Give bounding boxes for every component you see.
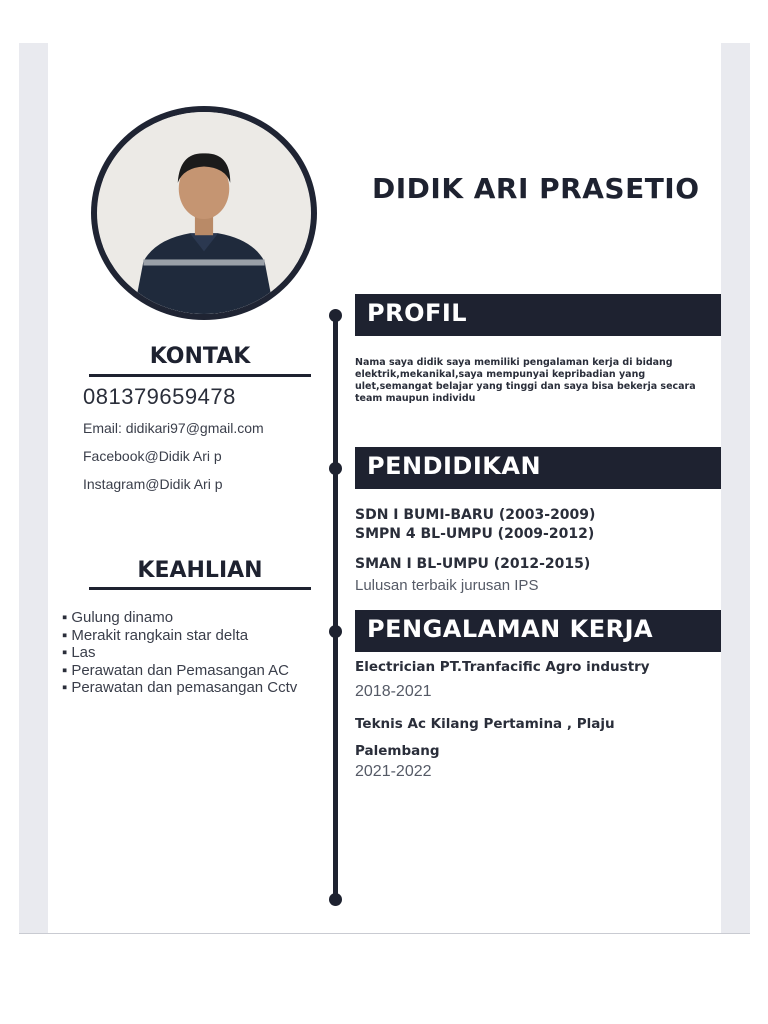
job-1-years: 2018-2021 [355,683,432,700]
kontak-heading: KONTAK [149,344,251,369]
profil-text: Nama saya didik saya memiliki pengalaman kerja di bidang elektrik,mekanikal,saya mempunyai kepribadian yang ulet,semangat belajar yang tinggi dan saya bisa bekerja secara team maupun individu [355,357,696,404]
timeline-dot [329,893,342,906]
keahlian-divider [89,587,311,590]
pendidikan-heading: PENDIDIKAN [367,452,542,480]
edu-sma: SMAN I BL-UMPU (2012-2015) [355,556,591,572]
list-item: ▪ Merakit rangkain star delta [62,627,297,645]
pengalaman-heading: PENGALAMAN KERJA [367,615,654,643]
profile-photo [91,106,317,320]
list-item: ▪ Gulung dinamo [62,609,297,627]
profil-header [355,294,721,336]
job-2-title: Teknis Ac Kilang Pertamina , Plaju [355,716,615,732]
list-item: ▪ Las [62,644,297,662]
job-2-location: Palembang [355,743,440,759]
edu-smp: SMPN 4 BL-UMPU (2009-2012) [355,526,595,542]
edu-sd: SDN I BUMI-BARU (2003-2009) [355,507,596,523]
instagram: Instagram@Didik Ari p [83,476,223,492]
pengalaman-header [355,610,721,652]
keahlian-heading: KEAHLIAN [137,558,263,583]
skills-list [62,609,297,697]
pendidikan-header [355,447,721,489]
email: Email: didikari97@gmail.com [83,420,264,436]
person-photo-icon [97,112,311,314]
edu-note: Lulusan terbaik jurusan IPS [355,577,539,594]
timeline-line [333,314,338,900]
job-2-years: 2021-2022 [355,763,432,780]
facebook: Facebook@Didik Ari p [83,448,222,464]
list-item: ▪ Perawatan dan Pemasangan AC [62,662,297,680]
timeline-dot [329,462,342,475]
kontak-divider [89,374,311,377]
profil-heading: PROFIL [367,299,468,327]
phone-number: 081379659478 [83,384,236,409]
list-item: ▪ Perawatan dan pemasangan Cctv [62,679,297,697]
timeline-dot [329,309,342,322]
person-name: DIDIK ARI PRASETIO [372,172,700,205]
job-1-title: Electrician PT.Tranfacific Agro industry [355,659,650,675]
timeline-dot [329,625,342,638]
